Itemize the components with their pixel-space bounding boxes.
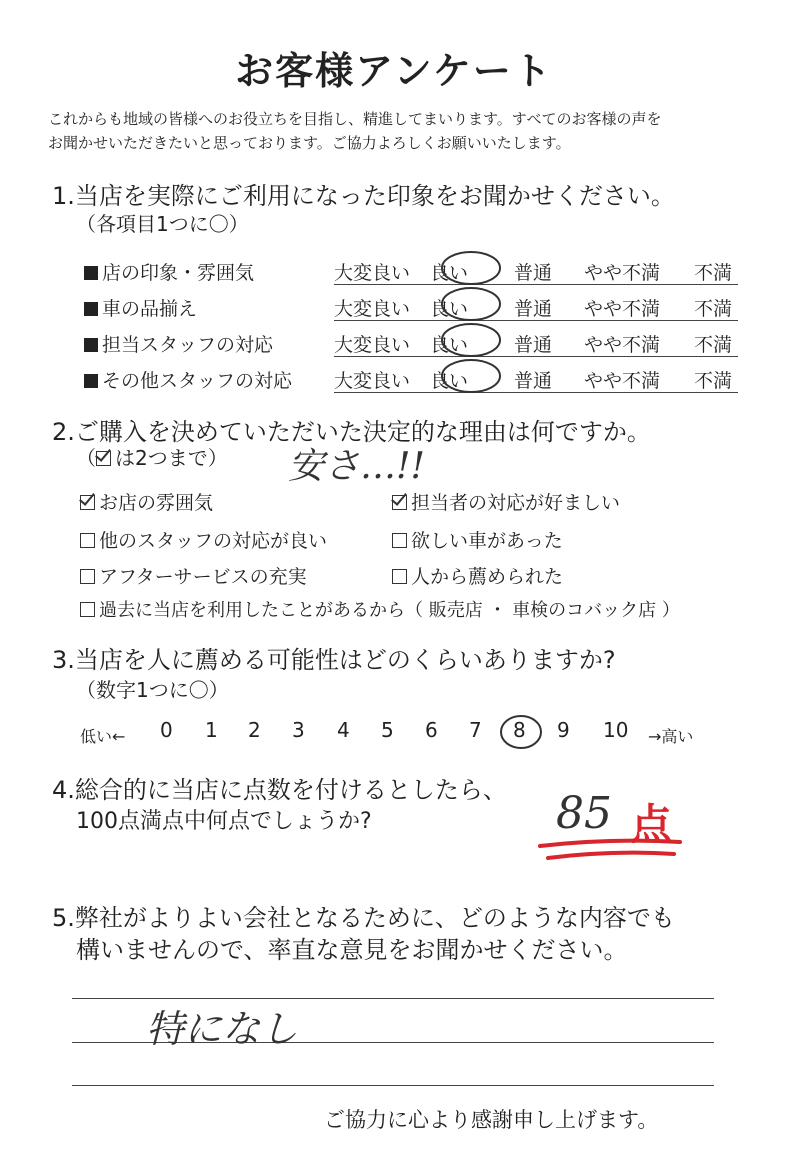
bullet-square-icon xyxy=(84,374,98,388)
checkbox-label: 欲しい車があった xyxy=(411,530,563,552)
checkbox-label: 担当者の対応が好ましい xyxy=(411,492,621,514)
option-good[interactable]: 良い xyxy=(430,370,469,392)
q1-note: （各項目1つに〇） xyxy=(76,212,249,236)
intro-line-1: これからも地域の皆様へのお役立ちを目指し、精進してまいります。すべてのお客様の声を xyxy=(48,110,662,128)
scale-5[interactable]: 5 xyxy=(381,718,394,742)
checkbox-shop-atmosphere[interactable] xyxy=(80,488,213,515)
option-very-good[interactable]: 大変良い xyxy=(334,262,411,284)
scale-6[interactable]: 6 xyxy=(425,718,438,742)
option-dissatisfied[interactable]: 不満 xyxy=(694,370,733,392)
checkbox-recommended[interactable] xyxy=(392,562,563,589)
page-title: お客様アンケート xyxy=(235,49,553,93)
option-normal[interactable]: 普通 xyxy=(514,334,553,356)
intro-line-2: お聞かせいただきたいと思っております。ご協力よろしくお願いいたします。 xyxy=(48,134,571,152)
checkbox-label: 過去に当店を利用したことがあるから（ 販売店 ・ 車検のコバック店 ） xyxy=(99,600,680,621)
option-slightly-dissatisfied[interactable]: やや不満 xyxy=(584,262,661,284)
option-very-good[interactable]: 大変良い xyxy=(334,370,411,392)
checkbox-label: 他のスタッフの対応が良い xyxy=(99,530,328,552)
checkbox-staff-response[interactable] xyxy=(392,488,620,515)
scale-8[interactable]: 8 xyxy=(513,718,526,742)
checkbox-checked-icon xyxy=(96,451,111,466)
scale-2[interactable]: 2 xyxy=(248,718,261,742)
checkbox-checked-icon[interactable] xyxy=(392,495,407,510)
checkbox-other-staff[interactable] xyxy=(80,526,327,553)
q1-item-label: 車の品揃え xyxy=(102,298,198,320)
checkbox-label: 人から薦められた xyxy=(411,566,564,588)
option-normal[interactable]: 普通 xyxy=(514,370,553,392)
checkbox-label: お店の雰囲気 xyxy=(99,492,214,514)
scale-7[interactable]: 7 xyxy=(469,718,482,742)
q1-options[interactable] xyxy=(334,258,738,285)
option-dissatisfied[interactable]: 不満 xyxy=(694,262,733,284)
checkbox-icon[interactable] xyxy=(80,533,95,548)
scale-1[interactable]: 1 xyxy=(205,718,218,742)
q1-row xyxy=(84,366,744,396)
q2-note-open: （ xyxy=(76,446,96,470)
option-normal[interactable]: 普通 xyxy=(514,298,553,320)
q2-note-text: は2つまで） xyxy=(115,446,228,470)
q1-options[interactable] xyxy=(334,330,738,357)
option-good[interactable]: 良い xyxy=(430,334,469,356)
checkbox-wanted-car[interactable] xyxy=(392,526,563,553)
q1-item-label: 店の印象・雰囲気 xyxy=(102,262,255,284)
q2-question: 2.ご購入を決めていただいた決定的な理由は何ですか。 xyxy=(52,418,651,446)
answer-line xyxy=(72,1085,714,1086)
q4-question-line-2: 100点満点中何点でしょうか? xyxy=(76,809,372,834)
option-very-good[interactable]: 大変良い xyxy=(334,298,411,320)
q3-note: （数字1つに〇） xyxy=(76,678,229,702)
option-slightly-dissatisfied[interactable]: やや不満 xyxy=(584,298,661,320)
scale-10[interactable]: 10 xyxy=(603,718,629,742)
option-slightly-dissatisfied[interactable]: やや不満 xyxy=(584,334,661,356)
option-very-good[interactable]: 大変良い xyxy=(334,334,411,356)
checkbox-checked-icon[interactable] xyxy=(80,495,95,510)
scale-9[interactable]: 9 xyxy=(557,718,570,742)
q3-question: 3.当店を人に薦める可能性はどのくらいありますか? xyxy=(52,646,616,674)
option-dissatisfied[interactable]: 不満 xyxy=(694,334,733,356)
checkbox-icon[interactable] xyxy=(80,602,95,617)
score-number: 85 xyxy=(556,788,612,839)
closing-message: ご協力に心より感謝申し上げます。 xyxy=(324,1108,659,1132)
checkbox-icon[interactable] xyxy=(392,569,407,584)
option-slightly-dissatisfied[interactable]: やや不満 xyxy=(584,370,661,392)
bullet-square-icon xyxy=(84,338,98,352)
scale-4[interactable]: 4 xyxy=(337,718,350,742)
q5-question-line-1: 5.弊社がよりよい会社となるために、どのような内容でも xyxy=(52,904,675,932)
option-normal[interactable]: 普通 xyxy=(514,262,553,284)
checkbox-icon[interactable] xyxy=(80,569,95,584)
q1-row xyxy=(84,258,744,288)
underline-mark xyxy=(548,853,674,858)
bullet-square-icon xyxy=(84,302,98,316)
q1-options[interactable] xyxy=(334,294,738,321)
scale-0[interactable]: 0 xyxy=(160,718,173,742)
scale-3[interactable]: 3 xyxy=(292,718,305,742)
q2-note xyxy=(76,442,228,471)
q1-item-label: その他スタッフの対応 xyxy=(102,370,293,392)
q5-question-line-2: 構いませんので、率直な意見をお聞かせください。 xyxy=(76,936,628,964)
option-dissatisfied[interactable]: 不満 xyxy=(694,298,733,320)
handwritten-answer[interactable]: 特になし xyxy=(146,1007,299,1051)
q1-row xyxy=(84,294,744,324)
handwritten-reason: 安さ…!! xyxy=(288,446,425,487)
q1-row xyxy=(84,330,744,360)
checkbox-past-use[interactable] xyxy=(80,596,680,622)
score-unit: 点 xyxy=(630,800,673,849)
scale-low-label: 低い← xyxy=(80,727,126,746)
checkbox-after-service[interactable] xyxy=(80,562,307,589)
scale-high-label: →高い xyxy=(648,727,694,746)
q1-question: 1.当店を実際にご利用になった印象をお聞かせください。 xyxy=(52,182,675,210)
q1-options[interactable] xyxy=(334,366,738,393)
checkbox-label: アフターサービスの充実 xyxy=(99,566,307,588)
checkbox-icon[interactable] xyxy=(392,533,407,548)
option-good[interactable]: 良い xyxy=(430,262,469,284)
q1-item-label: 担当スタッフの対応 xyxy=(102,334,274,356)
option-good[interactable]: 良い xyxy=(430,298,469,320)
q4-question-line-1: 4.総合的に当店に点数を付けるとしたら、 xyxy=(52,776,507,804)
bullet-square-icon xyxy=(84,266,98,280)
